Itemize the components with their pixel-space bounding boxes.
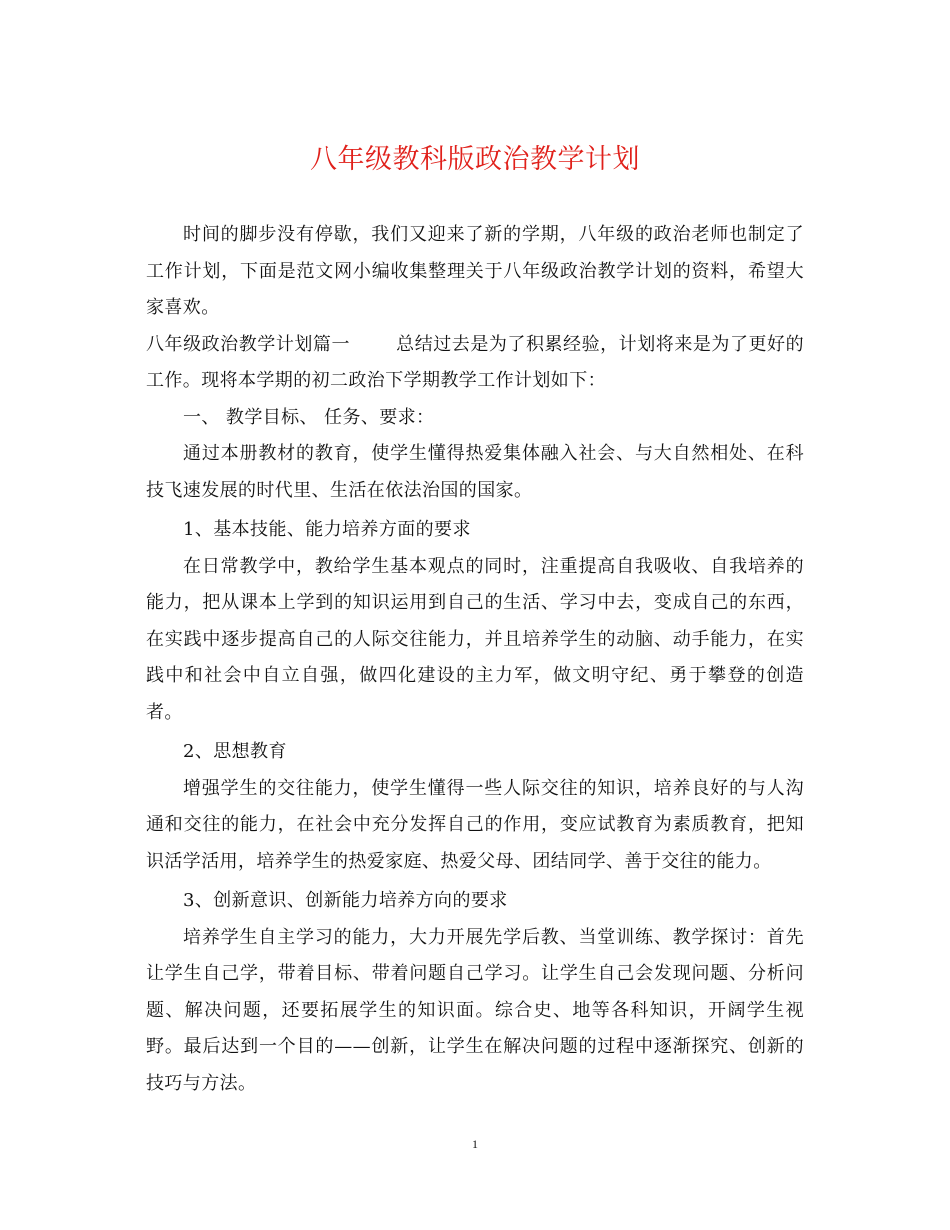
skills-paragraph: 在日常教学中，教给学生基本观点的同时，注重提高自我吸收、自我培养的能力，把从课本上学到的知识运用到自己的生活、学习中去，变成自己的东西，在实践中逐步提高自己的人际交往能力，并且培养学生的动脑、动手能力，在实践中和社会中自立自强，做四化建设的主力军，做文明守纪、勇于攀登的创造者。 [146, 555, 804, 723]
intro-paragraph: 时间的脚步没有停歇，我们又迎来了新的学期，八年级的政治老师也制定了工作计划，下面是范文网小编收集整理关于八年级政治教学计划的资料，希望大家喜欢。 [146, 224, 804, 318]
innovation-paragraph: 培养学生自主学习的能力，大力开展先学后教、当堂训练、教学探讨：首先让学生自己学，带着目标、带着问题自己学习。让学生自己会发现问题、分析问题、解决问题，还要拓展学生的知识面。综合史、地等各科知识，开阔学生视野。最后达到一个目的——创新，让学生在解决问题的过程中逐渐探究、创新的技巧与方法。 [146, 926, 804, 1094]
heading-skills: 1、基本技能、能力培养方面的要求 [183, 519, 471, 540]
document-title: 八年级教科版政治教学计划 [310, 144, 640, 175]
section-text: 总结过去是为了积累经验，计划将来是为了更好的工作。现将本学期的初二政治下学期教学工作计划如下： [146, 333, 804, 391]
heading-innovation: 3、创新意识、创新能力培养方向的要求 [183, 890, 508, 911]
heading-ideology: 2、思想教育 [183, 741, 287, 762]
ideology-paragraph: 增强学生的交往能力，使学生懂得一些人际交往的知识，培养良好的与人沟通和交往的能力，在社会中充分发挥自己的作用，变应试教育为素质教育，把知识活学活用，培养学生的热爱家庭、热爱父母、团结同学、善于交往的能力。 [146, 777, 804, 872]
page-number: 1 [472, 1137, 478, 1151]
section-paragraph [146, 327, 804, 400]
section-label: 八年级政治教学计划篇一 [146, 333, 350, 355]
objectives-paragraph: 通过本册教材的教育，使学生懂得热爱集体融入社会、与大自然相处、在科技飞速发展的时代里、生活在依法治国的国家。 [146, 443, 804, 501]
document-body [146, 217, 804, 1102]
heading-objectives: 一、 教学目标、 任务、要求： [183, 406, 435, 428]
